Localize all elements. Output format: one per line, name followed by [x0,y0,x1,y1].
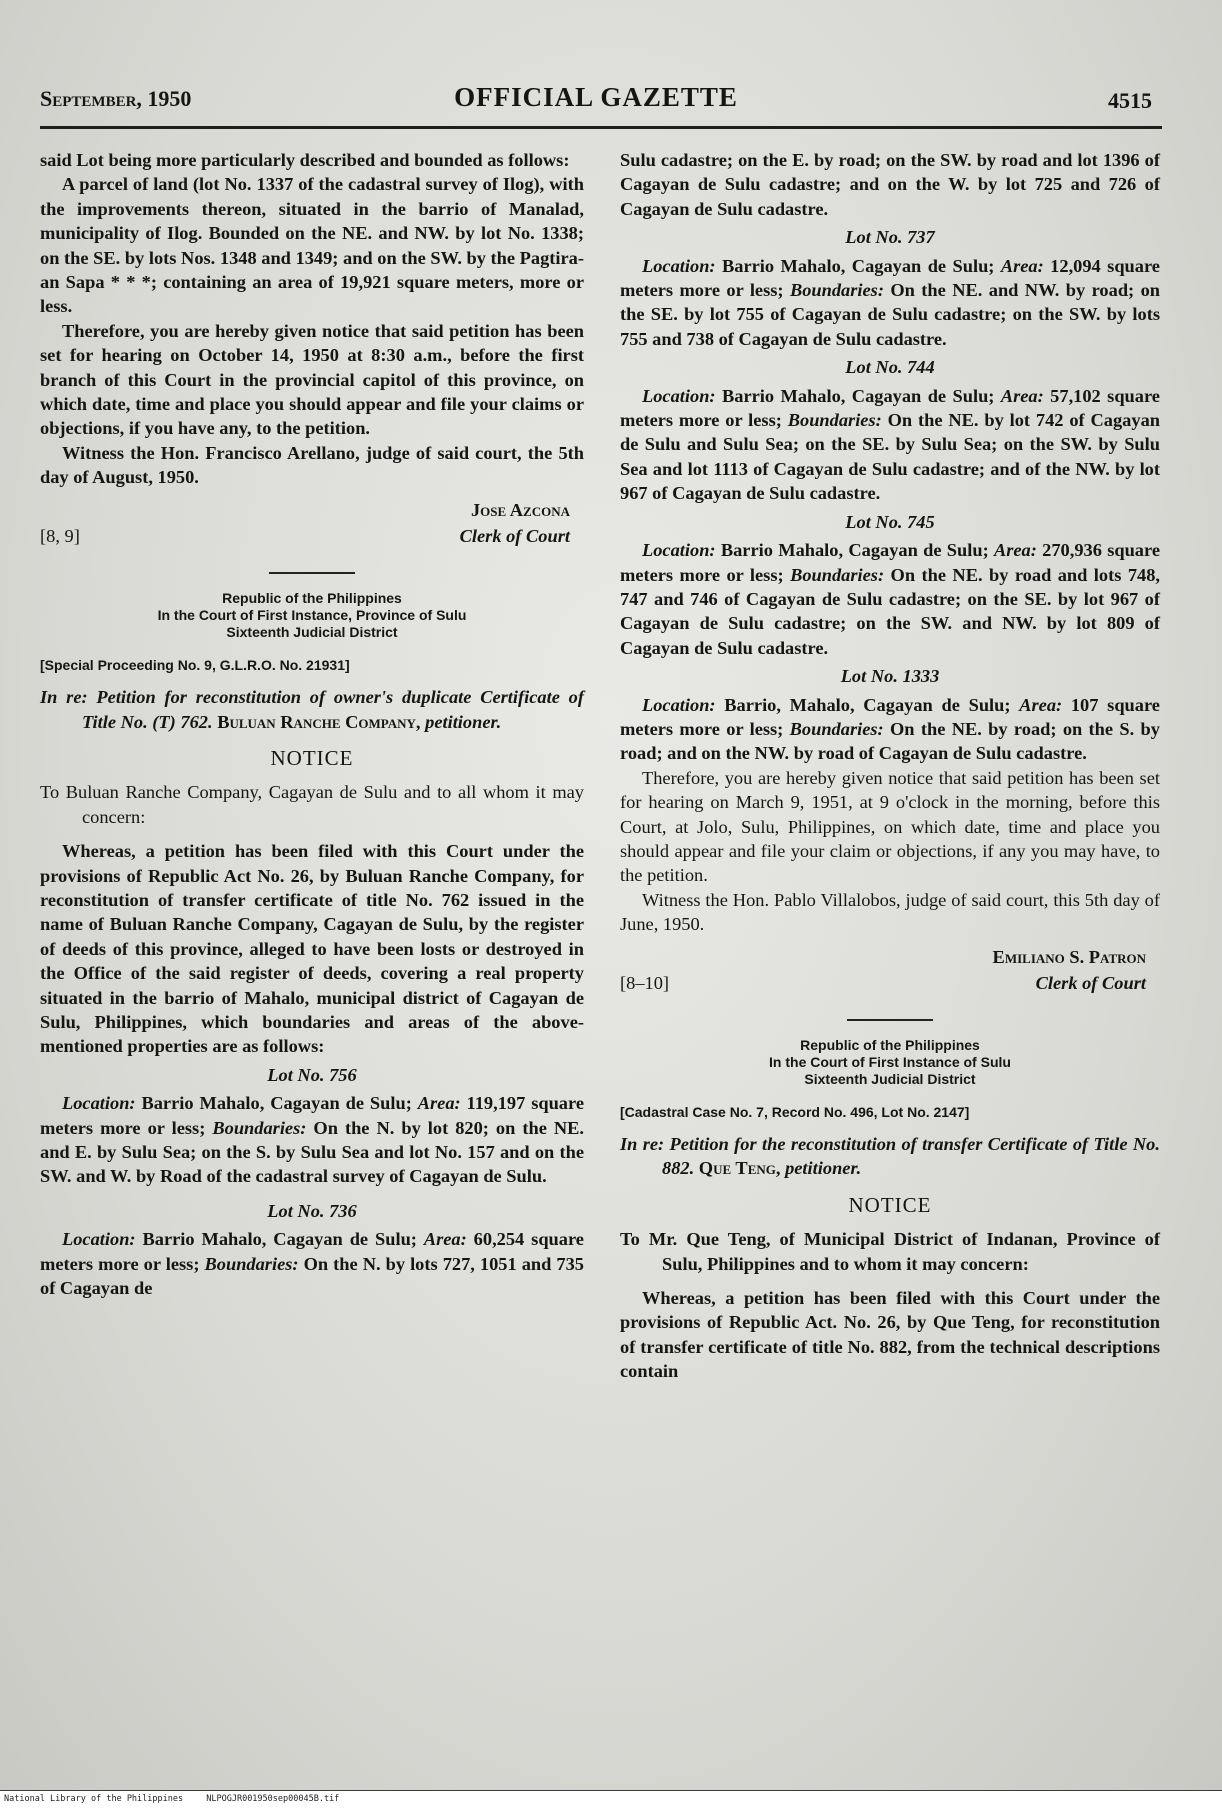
lot-description [620,693,1160,766]
in-re-label: In re: [40,687,88,708]
lot-description [620,384,1160,506]
lot-description [620,254,1160,352]
boundaries-value: On the NE. by road and lots 748, 747 and 746 of Cagayan de Sulu cadastre; on the SE. by lot 967 of Cagayan de Sulu cadastre; on the SW. and NW. by lot 809 of Cagayan de Sulu cadastre. [620,564,1161,658]
issue-reference: [8–10] [620,972,670,993]
label-location: Location: [642,385,716,406]
paragraph: Sulu cadastre; on the E. by road; on the SW. by road and lot 1396 of Cagayan de Sulu cadastre; and on the W. by lot 725 and 726 of Cagayan de Sulu cadastre. [620,150,1160,219]
label-location: Location: [642,255,716,276]
library-credit: National Library of the Philippines [4,1794,184,1804]
label-boundaries: Boundaries: [204,1253,299,1274]
signatory-name: Emiliano S. Patron [992,946,1146,967]
signatory-title: Clerk of Court [459,525,570,546]
location-value: Barrio, Mahalo, Cagayan de Sulu; [724,694,1011,715]
label-boundaries: Boundaries: [212,1117,307,1138]
paragraph: Therefore, you are hereby given notice that said petition has been set for hearing on March 9, 1951, at 9 o'clock in the morning, before this Court, at Jolo, Sulu, Philippines, on which date, time and place you should appear and file your claim or objections, if any you may have, to the petition. [620,767,1160,886]
area-value: 12,094 square meters more or less; [620,255,1160,301]
label-area: Area: [417,1093,461,1114]
lot-description [40,1227,584,1300]
signature-block [40,498,584,550]
left-column [40,148,584,1300]
header-rule [40,126,1162,129]
label-boundaries: Boundaries: [790,564,885,585]
case-number: [Special Proceeding No. 9, G.L.R.O. No. 21931] [40,656,350,673]
location-value: Barrio Mahalo, Cagayan de Sulu; [721,385,995,406]
area-value: 107 square meters more or less; [620,694,1160,739]
area-value: 57,102 square meters more or less; [620,385,1160,431]
court-heading [620,1037,1160,1088]
in-re-caption [40,685,584,734]
section-divider [269,572,355,574]
notice-addressee: To Mr. Que Teng, of Municipal District of Indanan, Province of Sulu, Philippines and to whom it may concern: [620,1229,1160,1274]
court-line: Sixteenth Judicial District [226,623,398,640]
boundaries-value: On the NE. by road; on the S. by road; and on the NW. by road of Cagayan de Sulu cadastre. [620,718,1160,764]
in-re-text: Petition for reconstitution of owner's duplicate Certificate of Title No. (T) 762. [82,687,584,732]
court-line: Republic of the Philippines [222,589,402,606]
signature-block [620,945,1160,997]
right-column [620,148,1160,1384]
label-location: Location: [62,1093,136,1114]
area-value: 60,254 square meters more or less; [40,1229,584,1274]
header-date: September, 1950 [40,86,192,111]
page-header [40,82,1152,118]
paragraph: Therefore, you are hereby given notice that said petition has been set for hearing on October 14, 1950 at 8:30 a.m., before the first branch of this Court in the provincial capitol of this province, on which date, time and place you should appear and file your claims or objections, if you have any, to the petition. [40,320,584,439]
boundaries-value: On the N. by lot 820; on the NE. and E. by Sulu Sea; on the S. by Sulu Sea and lot No. 157 and on the SW. and W. by Road of the cadastral survey of Cagayan de Sulu. [40,1117,585,1187]
lot-heading: Lot No. 1333 [840,666,940,687]
lot-heading: Lot No. 745 [845,511,935,532]
signatory-name: Jose Azcona [470,499,570,520]
notice-heading: NOTICE [270,745,354,770]
boundaries-value: On the NE. and NW. by road; on the SE. by lot 755 of Cagayan de Sulu cadastre; on the SW. by lots 755 and 738 of Cagayan de Sulu cadastre. [620,280,1160,349]
label-location: Location: [642,540,716,561]
paragraph: said Lot being more particularly described and bounded as follows: [40,150,570,170]
in-re-caption [620,1132,1160,1181]
signatory-title: Clerk of Court [1035,972,1146,993]
paragraph: Whereas, a petition has been filed with this Court under the provisions of Republic Act. No. 26, by Que Teng, for reconstitution of transfer certificate of title No. 882, from the technical descriptions contain [620,1288,1160,1382]
court-line: Sixteenth Judicial District [804,1070,976,1087]
label-location: Location: [62,1229,136,1250]
section-divider [847,1019,933,1021]
issue-reference: [8, 9] [40,525,80,546]
area-value: 119,197 square meters more or less; [40,1093,584,1138]
label-area: Area: [1000,255,1044,276]
label-boundaries: Boundaries: [789,718,884,739]
lot-heading: Lot No. 756 [267,1064,357,1085]
petitioner-role: petitioner. [425,711,502,732]
location-value: Barrio Mahalo, Cagayan de Sulu; [720,540,989,561]
area-value: 270,936 square meters more or less; [620,540,1160,585]
label-area: Area: [993,540,1037,561]
label-boundaries: Boundaries: [789,280,884,301]
notice-addressee: To Buluan Ranche Company, Cagayan de Sulu and to all whom it may concern: [40,782,584,827]
notice-heading: NOTICE [848,1192,932,1217]
lot-description [40,1091,584,1189]
label-area: Area: [1019,694,1063,715]
label-area: Area: [1000,385,1044,406]
paragraph: Witness the Hon. Francisco Arellano, judge of said court, the 5th day of August, 1950. [40,442,584,488]
lot-heading: Lot No. 737 [845,227,935,248]
lot-heading: Lot No. 736 [267,1200,357,1221]
lot-description [620,538,1160,660]
scan-footer [0,1791,1222,1808]
label-boundaries: Boundaries: [787,410,882,431]
court-line: In the Court of First Instance, Province of Sulu [157,606,467,623]
boundaries-value: On the N. by lots 727, 1051 and 735 of Cagayan de [40,1253,585,1299]
petitioner-name: Que Teng, [698,1158,781,1179]
court-line: In the Court of First Instance of Sulu [769,1053,1011,1070]
petitioner-role: petitioner. [785,1158,862,1179]
case-number: [Cadastral Case No. 7, Record No. 496, Lot No. 2147] [620,1103,970,1120]
court-line: Republic of the Philippines [800,1036,980,1053]
in-re-text: Petition for the reconstitution of transfer Certificate of Title No. 882. [662,1134,1160,1179]
petitioner-name: Buluan Ranche Company, [217,711,421,732]
lot-heading: Lot No. 744 [845,357,935,378]
paragraph: Whereas, a petition has been filed with this Court under the provisions of Republic Act No. 26, by Buluan Ranche Company, for reconstitution of transfer certificate of title No. 762 issued in the name of Buluan Ranche Company, Cagayan de Sulu, by the register of deeds of this province, alleged to have been losts or destroyed in the Office of the said register of deeds, covering a real property situated in the barrio of Mahalo, municipal district of Cagayan de Sulu, Philippines, which boundaries and areas of the above-mentioned properties are as follows: [40,841,584,1057]
paragraph: Witness the Hon. Pablo Villalobos, judge of said court, this 5th day of June, 1950. [620,889,1160,935]
paragraph: A parcel of land (lot No. 1337 of the cadastral survey of Ilog), with the improvements thereon, situated in the barrio of Manalad, municipality of Ilog. Bounded on the NE. and NW. by lot No. 1338; on the SE. by lots Nos. 1348 and 1349; and on the SW. by the Pagtira-an Sapa * * *; containing an area of 19,921 square meters, more or less. [40,174,584,317]
location-value: Barrio Mahalo, Cagayan de Sulu; [721,255,995,276]
label-location: Location: [642,694,716,715]
location-value: Barrio Mahalo, Cagayan de Sulu; [142,1229,417,1250]
page-number: 4515 [1108,88,1152,113]
label-area: Area: [423,1229,467,1250]
boundaries-value: On the NE. by lot 742 of Cagayan de Sulu and Sulu Sea; on the SE. by Sulu Sea; on the SW. by Sulu Sea and lot 1113 of Cagayan de Sulu cadastre; and of the NW. by lot 967 of Cagayan de Sulu cadastre. [620,410,1160,504]
scan-filename: NLPOGJR001950sep00045B.tif [206,1794,340,1804]
court-heading [40,590,584,641]
in-re-label: In re: [620,1134,665,1154]
location-value: Barrio Mahalo, Cagayan de Sulu; [141,1093,412,1114]
header-title: OFFICIAL GAZETTE [454,82,738,112]
